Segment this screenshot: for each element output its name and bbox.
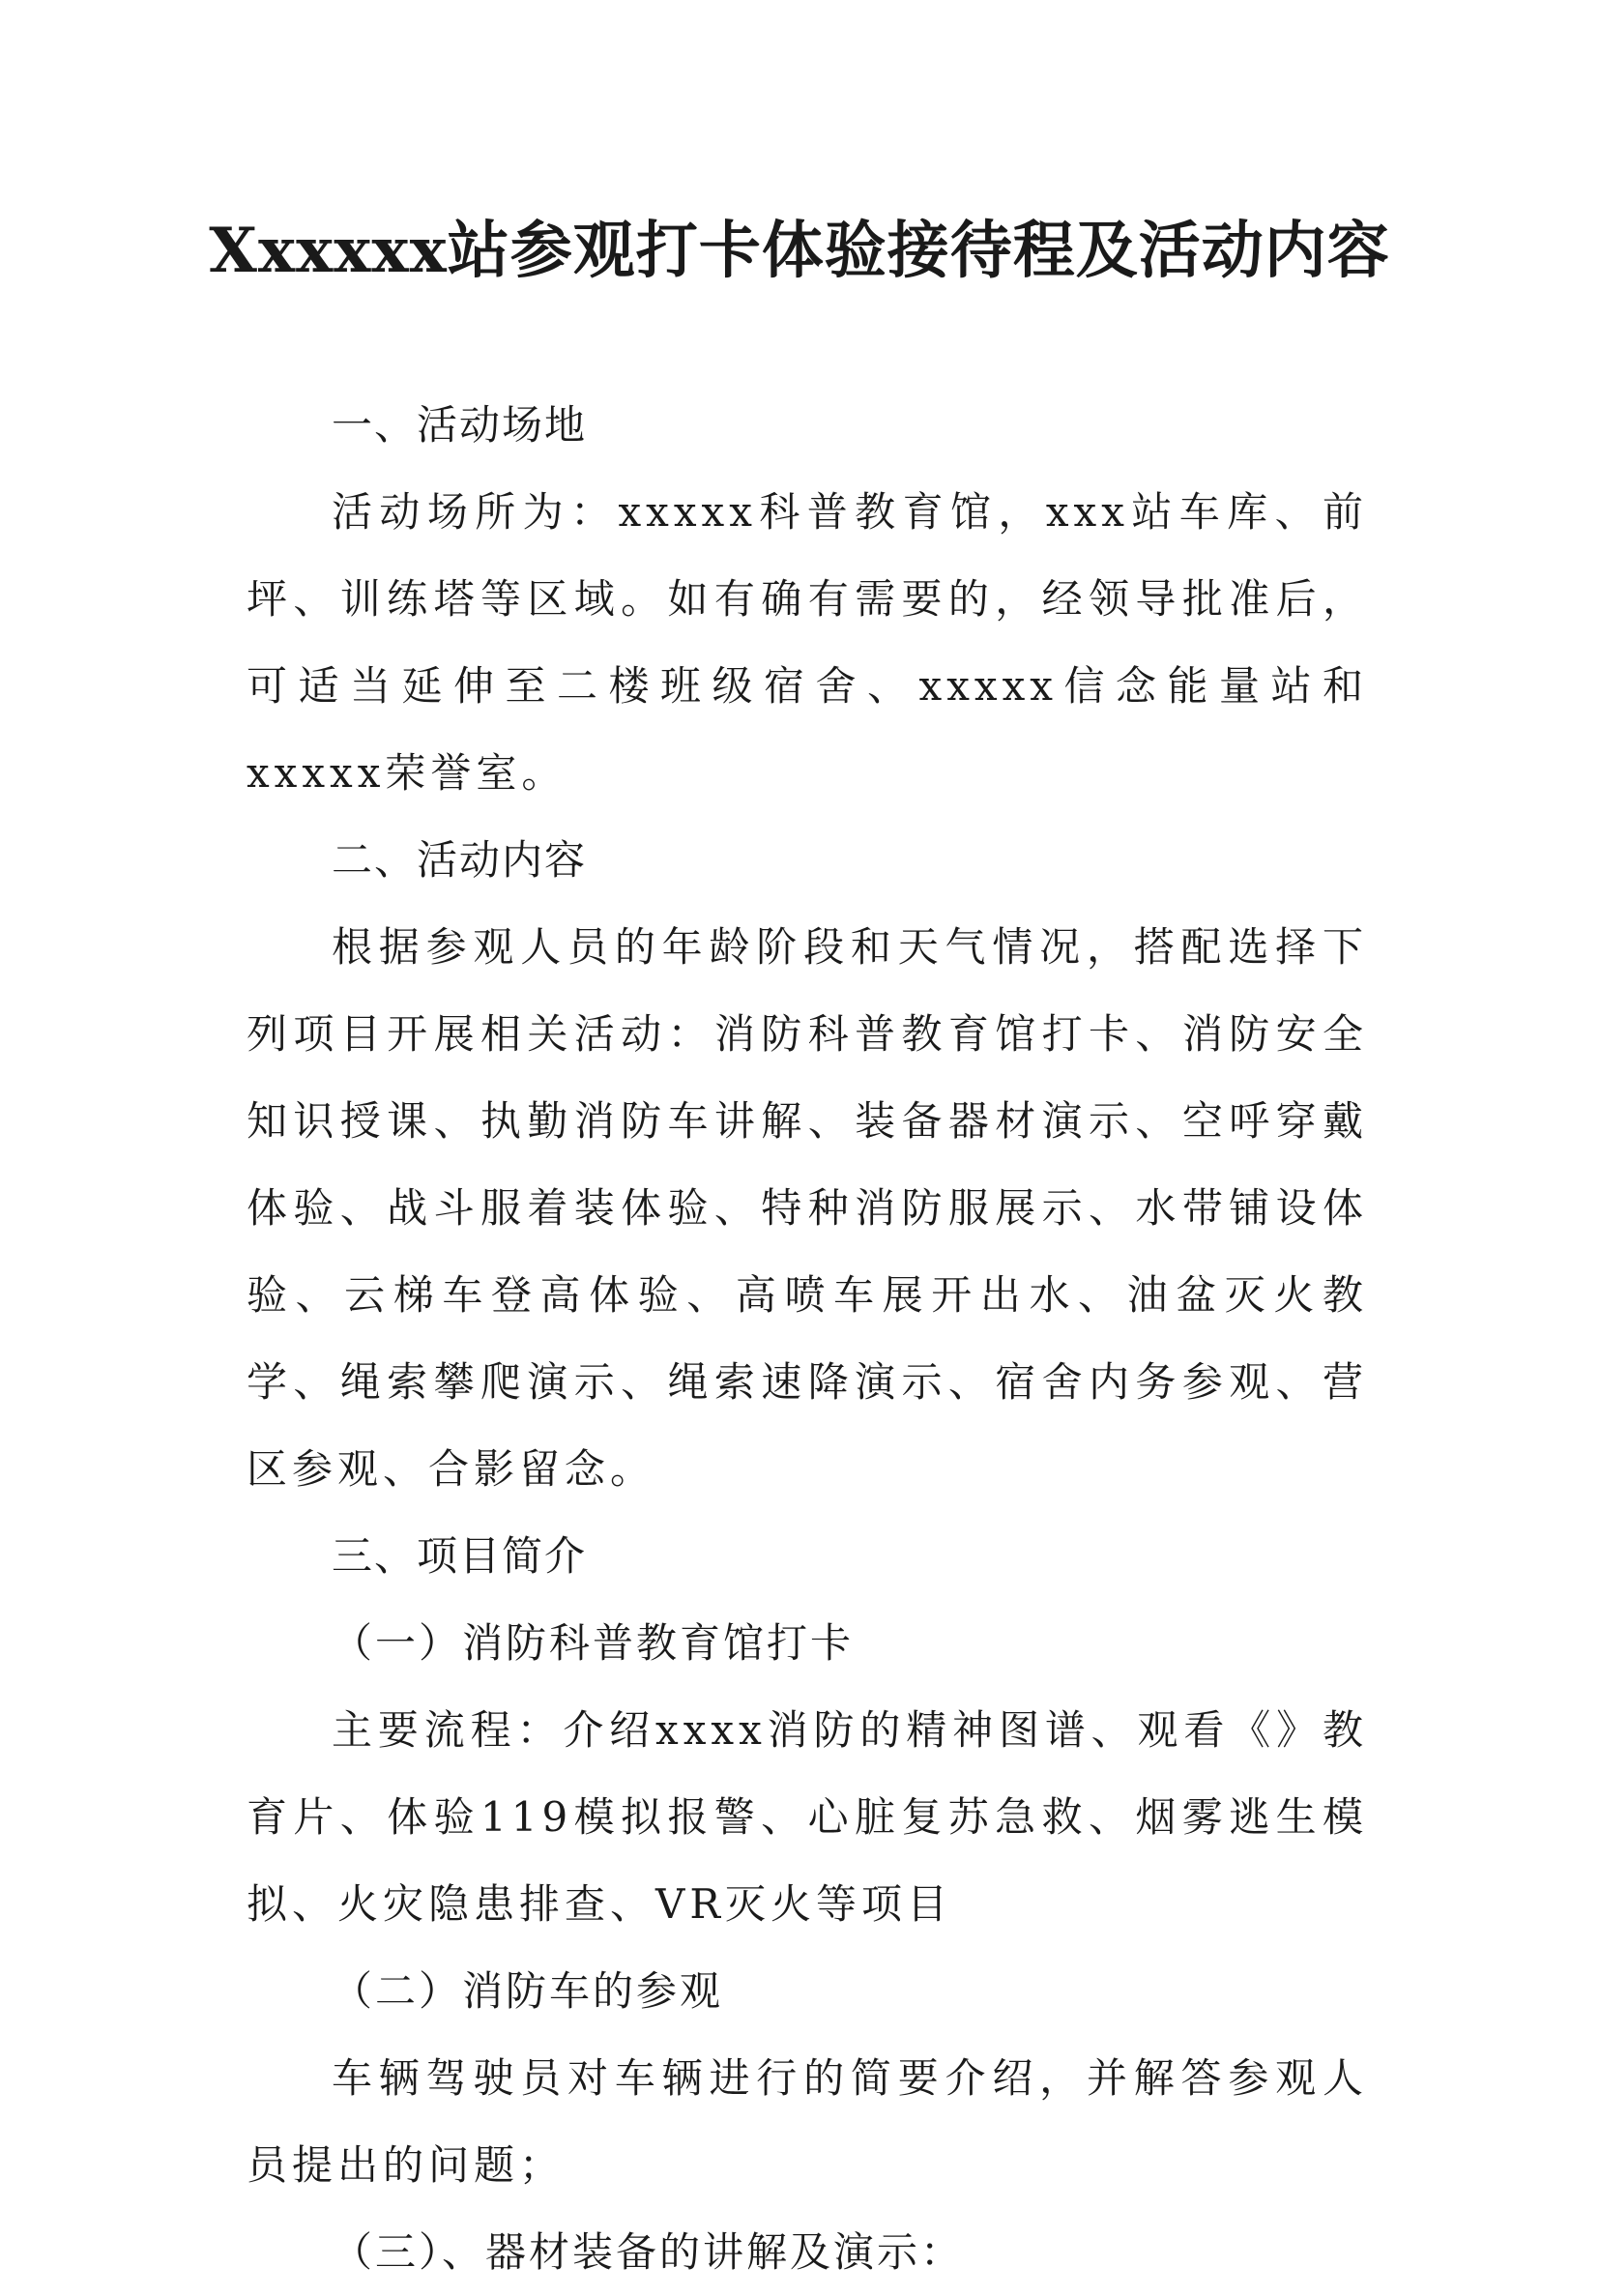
subsection-heading-museum: （一）消防科普教育馆打卡 <box>332 1619 855 1667</box>
section-paragraph-content: 根据参观人员的年龄阶段和天气情况，搭配选择下列项目开展相关活动：消防科普教育馆打卡、消防安全知识授课、执勤消防车讲解、装备器材演示、空呼穿戴体验、战斗服着装体验、特种消防服展示、水带铺设体验、云梯车登高体验、高喷车展开出水、油盆灭火教学、绳索攀爬演示、绳索速降演示、宿舍内务参观、营区参观、合影留念。 <box>247 923 1368 1493</box>
subsection-paragraph-museum: 主要流程：介绍xxxx消防的精神图谱、观看《》教育片、体验119模拟报警、心脏复苏急救、烟雾逃生模拟、火灾隐患排查、VR灭火等项目 <box>247 1706 1368 1928</box>
subsection-heading-equipment: （三）、器材装备的讲解及演示： <box>332 2228 965 2276</box>
subsection-heading-firetruck: （二）消防车的参观 <box>332 1967 724 2015</box>
document-body <box>247 382 1368 2296</box>
section-paragraph-venue: 活动场所为：xxxxx科普教育馆，xxx站车库、前坪、训练塔等区域。如有确有需要的，经领导批准后，可适当延伸至二楼班级宿舍、xxxxx信念能量站和xxxxx荣誉室。 <box>247 488 1368 797</box>
section-heading-projects: 三、项目简介 <box>332 1532 588 1580</box>
document-title: Xxxxxx站参观打卡体验接待程及活动内容 <box>209 215 1390 287</box>
section-heading-venue: 一、活动场地 <box>332 401 588 449</box>
subsection-paragraph-firetruck: 车辆驾驶员对车辆进行的简要介绍，并解答参观人员提出的问题； <box>247 2054 1368 2189</box>
section-heading-content: 二、活动内容 <box>332 836 588 884</box>
